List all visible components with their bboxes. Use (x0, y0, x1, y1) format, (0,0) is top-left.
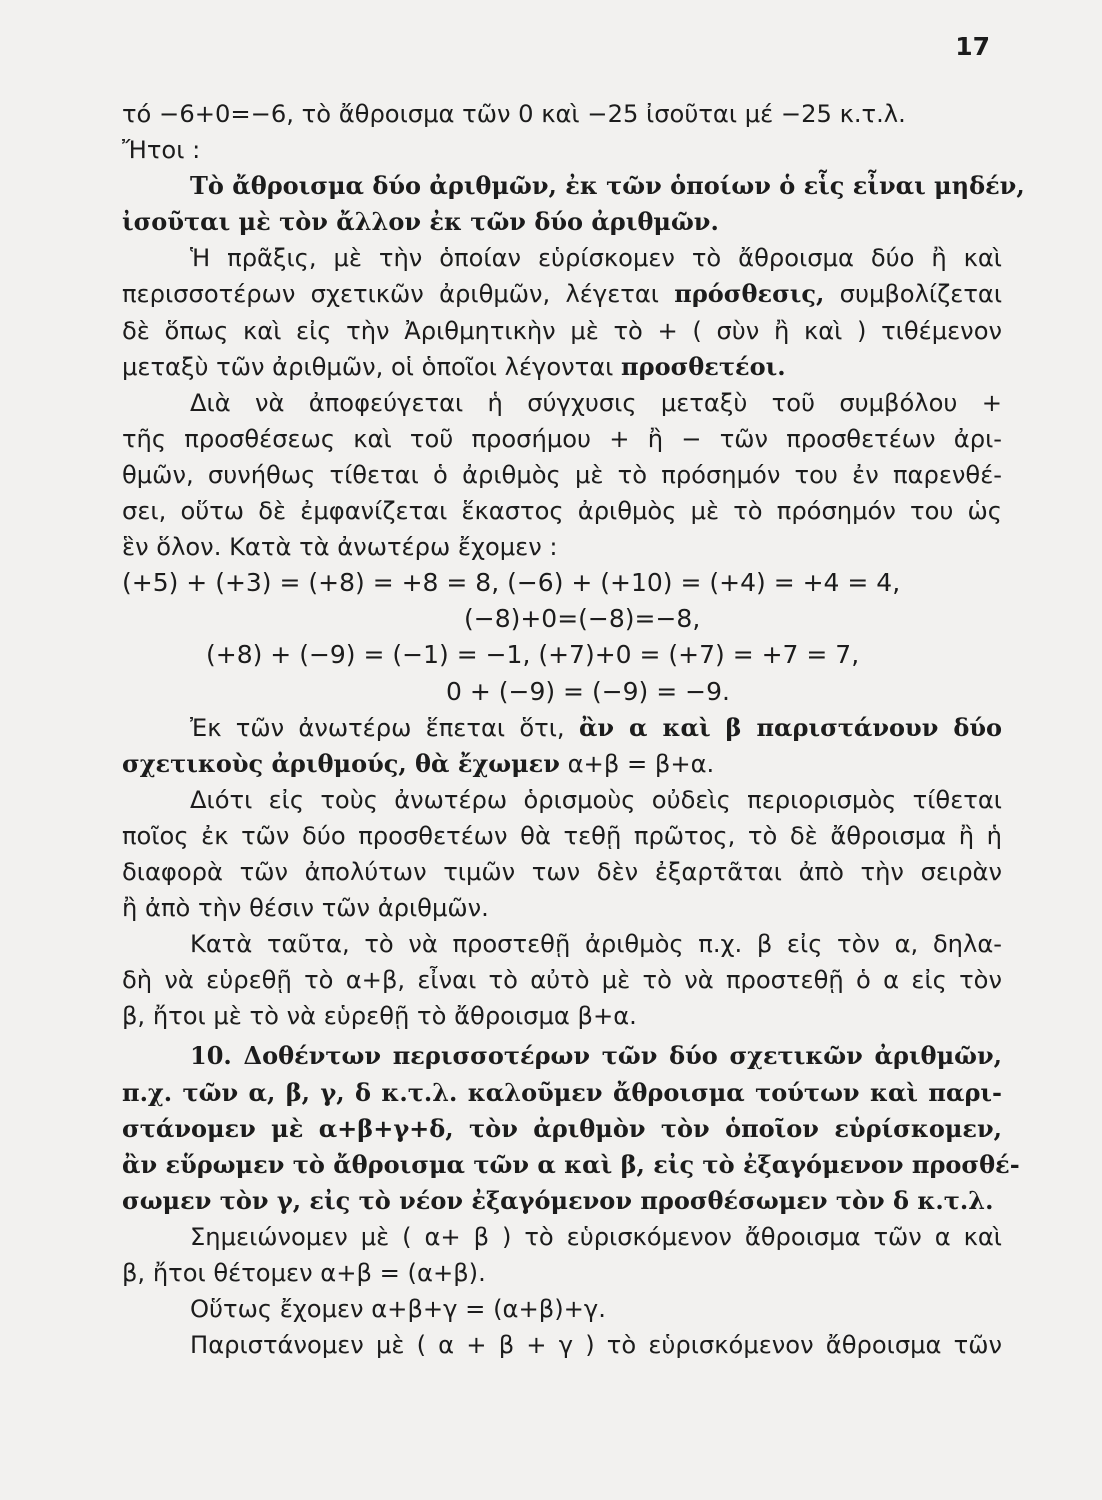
definition-line (122, 1075, 1002, 1111)
section-number: 10. (190, 1041, 232, 1071)
paragraph-line (122, 529, 1002, 565)
rule-statement (122, 204, 1002, 240)
text-run: Οὕτως ἔχομεν α+β+γ = (α+β)+γ. (190, 1295, 606, 1324)
paragraph-line (122, 421, 1002, 457)
paragraph-line (122, 385, 1002, 421)
bold-text-run: ἂν α καὶ β παριστάνουν δύο (578, 712, 1002, 742)
text-run: δὴ νὰ εὑρεθῇ τὸ α+β, εἶναι τὸ αὐτὸ μὲ τὸ νὰ προστεθῇ ὁ α εἰς τὸν (122, 966, 1002, 995)
text-line (122, 132, 1002, 168)
equation-line (122, 601, 1002, 637)
paragraph-line (122, 1291, 1002, 1327)
paragraph-line (122, 818, 1002, 854)
paragraph-line (122, 998, 1002, 1034)
text-line (122, 96, 1002, 132)
paragraph-line (122, 782, 1002, 818)
rule-statement (122, 168, 1025, 204)
text-run: ποῖος ἐκ τῶν δύο προσθετέων θὰ τεθῇ πρῶτος, τὸ δὲ ἄθροισμα ἢ ἡ (122, 821, 1002, 850)
text-run: (+5) + (+3) = (+8) = +8 = 8, (−6) + (+10) = (+4) = +4 = 4, (122, 568, 901, 598)
text-run: ἓν ὅλον. Κατὰ τὰ ἀνωτέρω ἔχομεν : (122, 533, 558, 562)
text-run: σει, οὕτω δὲ ἐμφανίζεται ἕκαστος ἀριθμὸς μὲ τὸ πρόσημόν του ὡς (122, 497, 1002, 526)
text-run: Ἤτοι : (122, 136, 201, 165)
paragraph-line (122, 493, 1002, 529)
bold-text-run: προσθετέοι. (621, 351, 786, 381)
text-run: β, ἤτοι μὲ τὸ νὰ εὑρεθῇ τὸ ἄθροισμα β+α. (122, 1002, 637, 1031)
bold-text-run: Δοθέντων περισσοτέρων τῶν δύο σχετικῶν ἀριθμῶν, (231, 1041, 1002, 1071)
paragraph-line (122, 890, 1002, 926)
paragraph-line (122, 854, 1002, 890)
text-run: δὲ ὅπως καὶ εἰς τὴν Ἀριθμητικὴν μὲ τὸ + ( σὺν ἢ καὶ ) τιθέμενον (122, 316, 1002, 345)
text-run: διαφορὰ τῶν ἀπολύτων τιμῶν των δὲν ἐξαρτᾶται ἀπὸ τὴν σειρὰν (122, 857, 1002, 886)
bold-text-run: σωμεν τὸν γ, εἰς τὸ νέον ἐξαγόμενον προσθέσωμεν τὸν δ κ.τ.λ. (122, 1185, 994, 1215)
text-run: ἢ ἀπὸ τὴν θέσιν τῶν ἀριθμῶν. (122, 894, 489, 923)
bold-text-run: πρόσθεσις, (674, 279, 825, 309)
definition-line (122, 1183, 1002, 1219)
paragraph-line (122, 926, 1002, 962)
paragraph-line (122, 240, 1002, 276)
text-run: τό −6+0=−6, τὸ ἄθροισμα τῶν 0 καὶ −25 ἰσοῦται μέ −25 κ.τ.λ. (122, 100, 906, 128)
bold-text-run: στάνομεν μὲ α+β+γ+δ, τὸν ἀριθμὸν τὸν ὁποῖον εὑρίσκομεν, (122, 1113, 1002, 1143)
text-run: Σημειώνομεν μὲ ( α+ β ) τὸ εὑρισκόμενον ἄθροισμα τῶν α καὶ (190, 1222, 1002, 1251)
paragraph-line (122, 1255, 1002, 1291)
text-run: περισσοτέρων σχετικῶν ἀριθμῶν, λέγεται (122, 280, 675, 309)
bold-text-run: σχετικοὺς ἀριθμούς, θὰ ἔχωμεν (122, 748, 560, 778)
definition-line (122, 1147, 1020, 1183)
text-run: Διὰ νὰ ἀποφεύγεται ἡ σύγχυσις μεταξὺ τοῦ συμβόλου + (190, 388, 1002, 417)
equation-line (122, 565, 1002, 601)
paragraph-line (122, 746, 1002, 782)
text-run: α+β = β+α. (559, 749, 715, 778)
paragraph-line (122, 457, 1002, 493)
text-run: 0 + (−9) = (−9) = −9. (446, 676, 730, 706)
text-run: Κατὰ ταῦτα, τὸ νὰ προστεθῇ ἀριθμὸς π.χ. β εἰς τὸν α, δηλα- (190, 930, 1002, 959)
bold-text-run: ἰσοῦται μὲ τὸν ἄλλον ἐκ τῶν δύο ἀριθμῶν. (122, 207, 719, 237)
paragraph-line (122, 1219, 1002, 1255)
section-heading (122, 1038, 1002, 1074)
text-run: θμῶν, συνήθως τίθεται ὁ ἀριθμὸς μὲ τὸ πρόσημόν του ἐν παρενθέ- (122, 460, 1002, 489)
text-run: Ἡ πρᾶξις, μὲ τὴν ὁποίαν εὑρίσκομεν τὸ ἄθροισμα δύο ἢ καὶ (190, 244, 1002, 273)
page-number: 17 (955, 32, 990, 61)
text-run: τῆς προσθέσεως καὶ τοῦ προσήμου + ἢ − τῶν προσθετέων ἀρι- (122, 424, 1002, 453)
paragraph-line (122, 962, 1002, 998)
page-body (122, 96, 1025, 1363)
bold-text-run: ἂν εὕρωμεν τὸ ἄθροισμα τῶν α καὶ β, εἰς τὸ ἐξαγόμενον προσθέ- (122, 1149, 1020, 1179)
bold-text-run: Τὸ ἄθροισμα δύο ἀριθμῶν, ἐκ τῶν ὁποίων ὁ εἷς εἶναι μηδέν, (190, 171, 1025, 201)
text-run: Ἐκ τῶν ἀνωτέρω ἕπεται ὅτι, (190, 713, 579, 742)
text-run: (−8)+0=(−8)=−8, (464, 604, 701, 634)
paragraph-line (122, 313, 1002, 349)
paragraph-line (122, 1327, 1002, 1363)
equation-line (122, 637, 1002, 673)
text-run: μεταξὺ τῶν ἀριθμῶν, οἱ ὁποῖοι λέγονται (122, 352, 622, 381)
text-run: Διότι εἰς τοὺς ἀνωτέρω ὁρισμοὺς οὐδεὶς περιορισμὸς τίθεται (190, 785, 1002, 814)
paragraph-line (122, 349, 1002, 385)
bold-text-run: π.χ. τῶν α, β, γ, δ κ.τ.λ. καλοῦμεν ἄθροισμα τούτων καὶ παρι- (122, 1077, 1002, 1107)
paragraph-line (122, 710, 1002, 746)
text-run: συμβολίζεται (824, 280, 1003, 309)
text-run: β, ἤτοι θέτομεν α+β = (α+β). (122, 1259, 486, 1287)
definition-line (122, 1111, 1002, 1147)
paragraph-line (122, 276, 1002, 312)
text-run: (+8) + (−9) = (−1) = −1, (+7)+0 = (+7) = +7 = 7, (206, 640, 860, 670)
text-run: Παριστάνομεν μὲ ( α + β + γ ) τὸ εὑρισκόμενον ἄθροισμα τῶν (190, 1331, 1002, 1360)
equation-line (122, 674, 1002, 710)
